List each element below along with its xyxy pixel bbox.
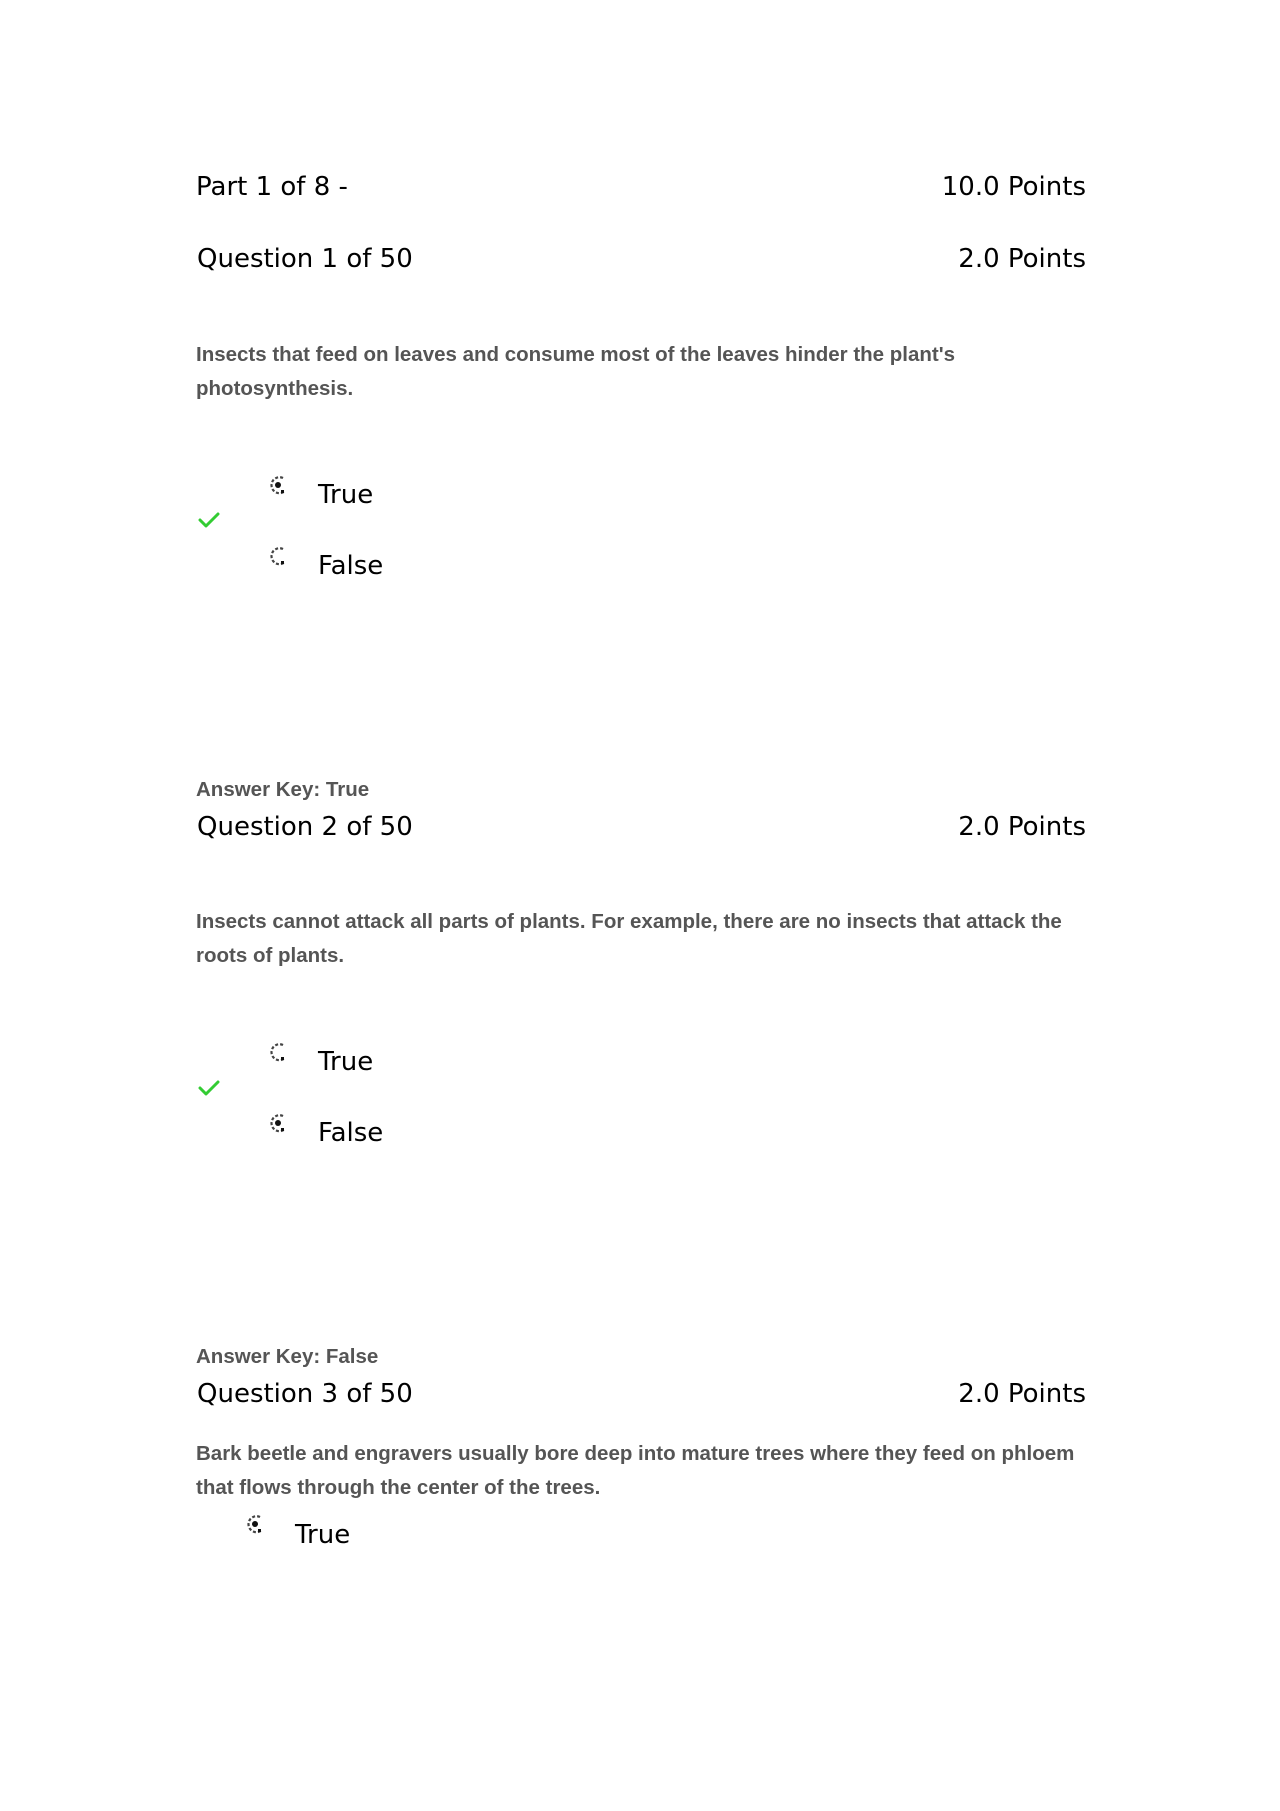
question-3-points: 2.0 Points (958, 1379, 1086, 1409)
option-true[interactable]: True (295, 1520, 351, 1550)
option-true[interactable]: True (318, 480, 374, 510)
question-2-text: Insects cannot attack all parts of plants. For example, there are no insects that attack the roots of plants. (196, 910, 1062, 967)
part-points: 10.0 Points (941, 172, 1086, 202)
question-1-points: 2.0 Points (958, 244, 1086, 274)
answer-key-1: Answer Key: True (196, 778, 370, 801)
option-true[interactable]: True (318, 1047, 374, 1077)
radio-unselected-icon[interactable] (268, 1041, 290, 1063)
radio-selected-icon[interactable] (268, 474, 290, 496)
option-false[interactable]: False (318, 551, 384, 581)
answer-key-2: Answer Key: False (196, 1345, 379, 1368)
radio-unselected-icon[interactable] (268, 545, 290, 567)
question-2-title: Question 2 of 50 (197, 812, 413, 842)
check-icon (198, 512, 220, 528)
option-false[interactable]: False (318, 1118, 384, 1148)
check-icon (198, 1080, 220, 1096)
question-3-text: Bark beetle and engravers usually bore deep into mature trees where they feed on phloem that flows through the center of the trees. (196, 1442, 1075, 1499)
radio-selected-icon[interactable] (245, 1513, 267, 1535)
question-1-text: Insects that feed on leaves and consume most of the leaves hinder the plant's photosynthesis. (196, 343, 956, 400)
question-3-title: Question 3 of 50 (197, 1379, 413, 1409)
radio-selected-icon[interactable] (268, 1112, 290, 1134)
question-1-title: Question 1 of 50 (197, 244, 413, 274)
question-2-points: 2.0 Points (958, 812, 1086, 842)
part-label: Part 1 of 8 - (196, 172, 348, 202)
